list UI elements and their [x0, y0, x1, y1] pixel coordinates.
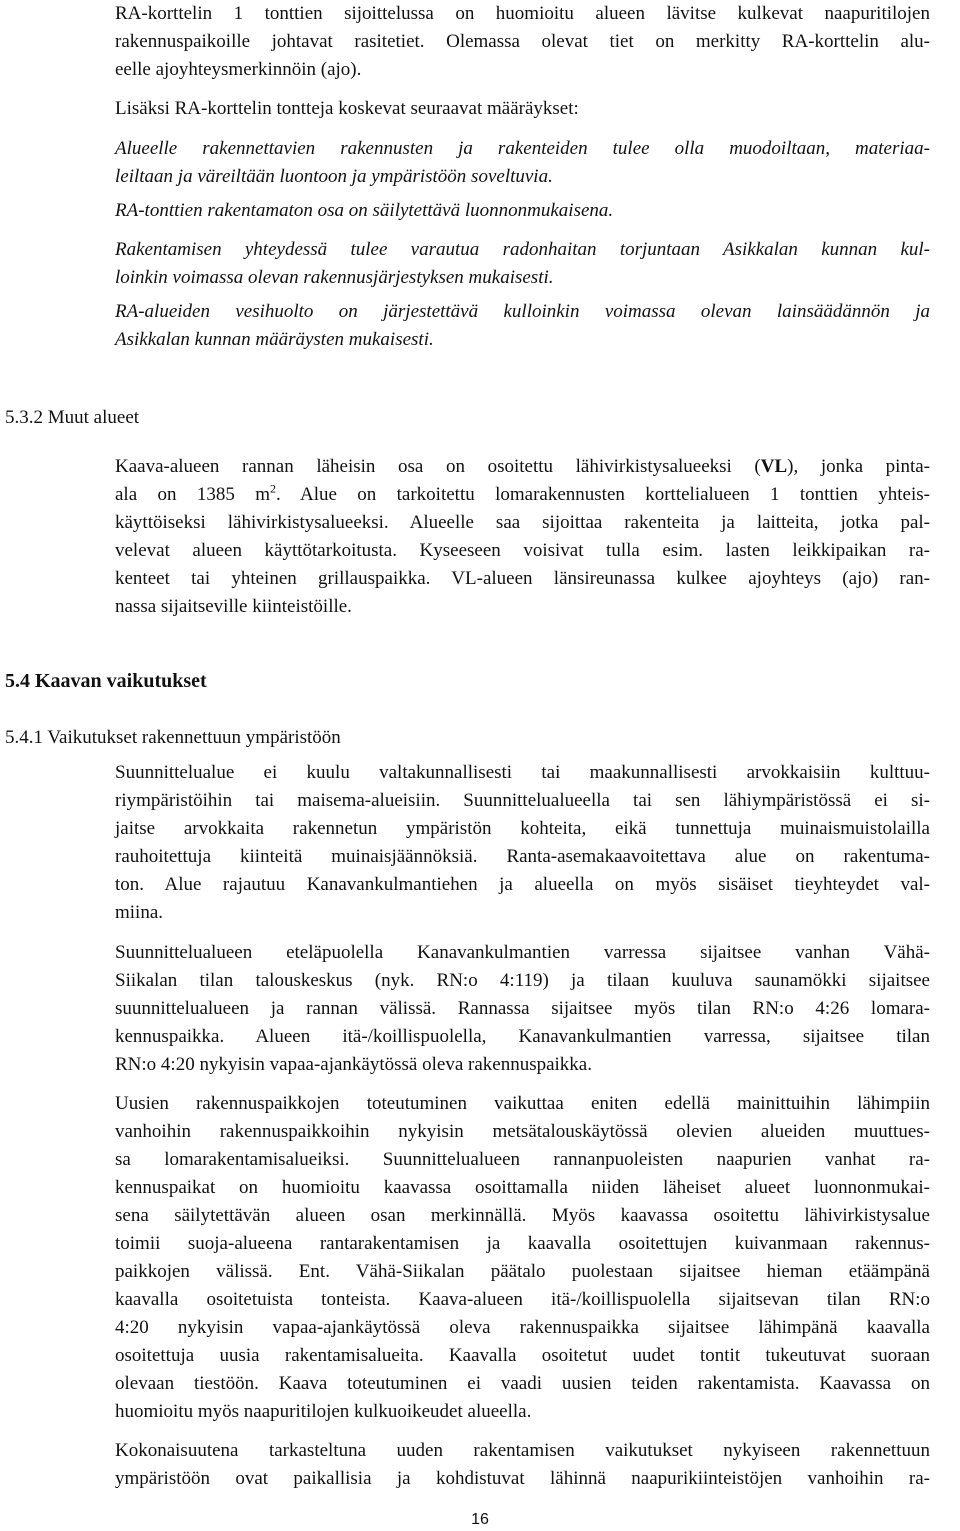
- text-line: Uusien rakennuspaikkojen toteutuminen vaikuttaa eniten edellä mainittuihin lähimpiin: [115, 1093, 930, 1114]
- text-line: kenteet tai yhteinen grillauspaikka. VL-alueen länsireunassa kulkee ajoyhteys (ajo) ran-: [115, 568, 930, 589]
- text-line: [115, 481, 930, 509]
- text-line: ympäristöön ovat paikallisia ja kohdistuvat lähinnä naapurikiinteistöjen vanhoihin ra-: [115, 1468, 930, 1489]
- text-line: Suunnittelualueen eteläpuolella Kanavankulmantien varressa sijaitsee vanhan Vähä-: [115, 942, 930, 963]
- paragraph-cultural-environment: [115, 759, 930, 927]
- text-line: kennuspaikka. Alueen itä-/koillispuolella, Kanavankulmantien varressa, sijaitsee tilan: [115, 1026, 930, 1047]
- text-line: kennuspaikat on huomioitu kaavassa osoittamalla niiden läheiset alueet luonnonmukai-: [115, 1177, 930, 1198]
- text-line: jaitse arvokkaita rakennetun ympäristön kohteita, eikä tunnettuja muinaismuistolailla: [115, 818, 930, 839]
- regulation-water-supply: [115, 298, 930, 354]
- text-line: leiltaan ja väreiltään luontoon ja ympäristöön soveltuvia.: [115, 166, 553, 187]
- regulation-radon: [115, 236, 930, 292]
- superscript: 2: [269, 481, 276, 496]
- regulation-unbuilt-area: [115, 197, 930, 225]
- text-line: huomioitu myös naapuritilojen kulkuoikeudet alueella.: [115, 1401, 532, 1422]
- text-line: RA-tonttien rakentamaton osa on säilytettävä luonnonmukaisena.: [115, 200, 614, 221]
- text-line: paikkojen välissä. Ent. Vähä-Siikalan päätalo puolestaan sijaitsee hieman etäämpänä: [115, 1261, 930, 1282]
- text-line: sa lomarakentamisalueiksi. Suunnittelualueen rannanpuoleisten naapurien vanhat ra-: [115, 1149, 930, 1170]
- text-line: RA-alueiden vesihuolto on järjestettävä kulloinkin voimassa olevan lainsäädännön ja: [115, 301, 930, 322]
- text-line: 4:20 nykyisin vapaa-ajankäytössä oleva rakennuspaikka sijaitsee lähimpänä kaavalla: [115, 1317, 930, 1338]
- text-line: Alueelle rakennettavien rakennusten ja rakenteiden tulee olla muodoiltaan, materiaa-: [115, 138, 930, 159]
- section-heading-5-3-2: 5.3.2 Muut alueet: [5, 407, 140, 428]
- text-line: velevat alueen käyttötarkoitusta. Kyseeseen voisivat tulla esim. lasten leikkipaikan ra-: [115, 540, 930, 561]
- vl-abbreviation: VL: [760, 456, 788, 477]
- text-line: rauhoitettuja kiinteitä muinaisjäännöksiä. Ranta-asemakaavoitettava alue on rakentuma-: [115, 846, 930, 867]
- text-line: loinkin voimassa olevan rakennusjärjestyksen mukaisesti.: [115, 267, 554, 288]
- text-line: toimii suoja-alueena rantarakentamisen ja kaavalla osoitettujen kuivanmaan rakennus-: [115, 1233, 930, 1254]
- section-heading-5-4-1: 5.4.1 Vaikutukset rakennettuun ympäristöön: [5, 727, 341, 748]
- text-line: Suunnittelualue ei kuulu valtakunnallisesti tai maakunnallisesti arvokkaisiin kulttuu-: [115, 762, 930, 783]
- text-line: sena säilytettävän alueen osan merkinnällä. Myös kaavassa osoitettu lähivirkistysalue: [115, 1205, 930, 1226]
- text-line: Siikalan tilan talouskeskus (nyk. RN:o 4:119) ja tilaan kuuluva saunamökki sijaitsee: [115, 970, 930, 991]
- text-line: eelle ajoyhteysmerkinnöin (ajo).: [115, 59, 362, 80]
- text-fragment: ), jonka pinta-: [787, 456, 930, 477]
- text-line: rakennuspaikoille johtavat rasitetiet. Olemassa olevat tiet on merkitty RA-korttelin alu-: [115, 31, 930, 52]
- paragraph-neighbouring-properties: [115, 939, 930, 1079]
- text-fragment: Kaava-alueen rannan läheisin osa on osoitettu lähivirkistysalueeksi (: [115, 456, 761, 477]
- paragraph-regulations-intro: [115, 95, 930, 123]
- text-line: riympäristöihin tai maisema-alueisiin. Suunnittelualueella tai sen lähiympäristössä ei si-: [115, 790, 930, 811]
- section-heading-5-4: 5.4 Kaavan vaikutukset: [5, 670, 207, 692]
- regulation-building-appearance: [115, 135, 930, 191]
- paragraph-new-building-sites: [115, 1090, 930, 1426]
- text-line: vanhoihin rakennuspaikkoihin nykyisin metsätalouskäytössä olevien alueiden muuttues-: [115, 1121, 930, 1142]
- text-line: Asikkalan kunnan määräysten mukaisesti.: [115, 329, 434, 350]
- page-number: 16: [471, 1511, 489, 1528]
- text-line: [115, 453, 930, 481]
- text-line: Kokonaisuutena tarkasteltuna uuden rakentamisen vaikutukset nykyiseen rakennettuun: [115, 1440, 930, 1461]
- text-line: Lisäksi RA-korttelin tontteja koskevat seuraavat määräykset:: [115, 98, 579, 119]
- paragraph-ra-plot-placement: [115, 0, 930, 84]
- text-line: kaavalla osoitetuista tonteista. Kaava-alueen itä-/koillispuolella sijaitsevan tilan RN:o: [115, 1289, 930, 1310]
- paragraph-vl-area: [115, 453, 930, 621]
- text-line: RA-korttelin 1 tonttien sijoittelussa on huomioitu alueen lävitse kulkevat naapuritilojen: [115, 3, 930, 24]
- text-line: olevaan tiestöön. Kaava toteutuminen ei vaadi uusien teiden rakentamista. Kaavassa on: [115, 1373, 930, 1394]
- text-fragment: ala on 1385 m: [115, 484, 270, 505]
- text-fragment: . Alue on tarkoitettu lomarakennusten korttelialueen 1 tonttien yhteis-: [275, 484, 930, 505]
- text-line: suunnittelualueen ja rannan välissä. Rannassa sijaitsee myös tilan RN:o 4:26 lomara-: [115, 998, 930, 1019]
- text-line: RN:o 4:20 nykyisin vapaa-ajankäytössä oleva rakennuspaikka.: [115, 1054, 592, 1075]
- text-line: Rakentamisen yhteydessä tulee varautua radonhaitan torjuntaan Asikkalan kunnan kul-: [115, 239, 930, 260]
- text-line: miina.: [115, 902, 164, 923]
- text-line: nassa sijaitseville kiinteistöille.: [115, 596, 352, 617]
- text-line: osoitettuja uusia rakentamisalueita. Kaavalla osoitetut uudet tontit tukeutuvat suoraan: [115, 1345, 930, 1366]
- paragraph-overall-impact: [115, 1437, 930, 1493]
- text-line: ton. Alue rajautuu Kanavankulmantiehen ja alueella on myös sisäiset tieyhteydet val-: [115, 874, 930, 895]
- text-line: käyttöiseksi lähivirkistysalueeksi. Alueelle saa sijoittaa rakenteita ja laitteita, jotka pal-: [115, 512, 930, 533]
